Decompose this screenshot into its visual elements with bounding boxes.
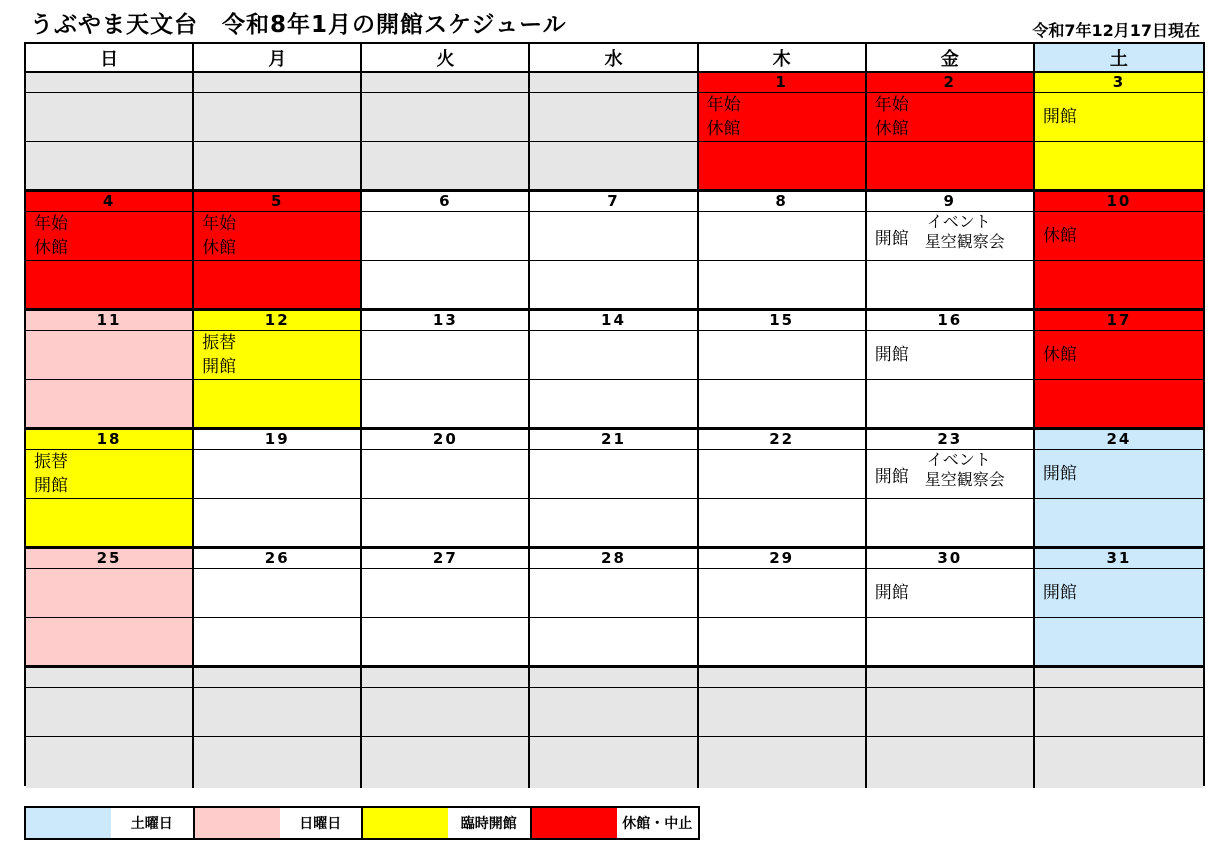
day-cell [867,549,1035,668]
day-status-label: 年始 休館 [202,214,237,258]
legend-swatch [26,808,111,838]
day-blank-area [867,380,1033,427]
day-number: 10 [1035,192,1203,212]
day-number: 3 [1035,73,1203,93]
day-blank-area [362,142,528,189]
day-blank-area [194,142,360,189]
weekday-header-sat: 土 [1035,44,1203,73]
day-status-area [530,212,696,261]
day-blank-area [362,499,528,546]
weekday-header-sun: 日 [26,44,194,73]
day-blank-area [699,261,865,308]
page-title: うぶやま天文台 令和8年1月の開館スケジュール [30,12,567,38]
day-cell [362,430,530,549]
day-number: 12 [194,311,360,331]
day-cell [26,430,194,549]
day-status-label: 開館 [874,345,909,365]
day-blank-area [699,737,865,788]
day-blank-area [530,499,696,546]
day-number [194,73,360,93]
day-status-area [1035,450,1203,499]
day-cell [867,311,1035,430]
day-cell [699,73,867,192]
legend-item [195,808,364,838]
day-cell [699,311,867,430]
day-number [530,668,696,688]
day-status-area [26,688,192,737]
day-blank-area [699,142,865,189]
day-cell [26,549,194,668]
day-status-area [867,93,1033,142]
day-status-area [194,212,360,261]
day-cell [194,311,362,430]
day-status-area [699,450,865,499]
day-status-label: 年始 休館 [874,95,909,139]
legend-item [363,808,532,838]
day-number: 19 [194,430,360,450]
day-blank-area [194,618,360,665]
day-status-area [867,569,1033,618]
day-number: 23 [867,430,1033,450]
day-number: 30 [867,549,1033,569]
day-number: 1 [699,73,865,93]
day-cell [1035,668,1203,788]
day-cell [1035,73,1203,192]
day-blank-area [867,142,1033,189]
day-cell [530,192,698,311]
day-status-area [530,93,696,142]
day-blank-area [867,737,1033,788]
day-blank-area [26,261,192,308]
day-blank-area [867,261,1033,308]
day-status-area [530,569,696,618]
day-status-area [362,93,528,142]
legend-item [532,808,699,838]
day-number: 16 [867,311,1033,331]
day-cell [362,192,530,311]
day-number: 13 [362,311,528,331]
day-number: 21 [530,430,696,450]
day-status-area [26,93,192,142]
day-blank-area [1035,499,1203,546]
day-blank-area [26,499,192,546]
day-status-area [699,688,865,737]
day-number: 17 [1035,311,1203,331]
day-status-area [26,212,192,261]
day-blank-area [530,618,696,665]
day-cell [362,549,530,668]
legend-label: 臨時開館 [460,816,517,832]
day-status-area [699,212,865,261]
day-status-label: 開館 [874,467,909,487]
day-status-area [1035,331,1203,380]
day-cell [699,668,867,788]
day-number: 20 [362,430,528,450]
day-status-area [26,569,192,618]
event-note [925,450,1005,490]
day-number [26,73,192,93]
day-cell [194,192,362,311]
day-status-area [530,450,696,499]
day-cell [867,73,1035,192]
event-heading: イベント [926,212,991,231]
day-cell [699,192,867,311]
day-cell [699,549,867,668]
event-note [925,212,1005,252]
weekday-header-tue: 火 [362,44,530,73]
day-status-area [530,331,696,380]
day-cell [867,668,1035,788]
day-blank-area [194,380,360,427]
day-number [699,668,865,688]
day-status-area [194,450,360,499]
day-status-label: 振替 開館 [34,452,68,496]
day-status-area [699,569,865,618]
day-cell [194,73,362,192]
day-number: 9 [867,192,1033,212]
day-blank-area [699,499,865,546]
day-number [530,73,696,93]
day-number: 14 [530,311,696,331]
day-blank-area [362,618,528,665]
day-number: 4 [26,192,192,212]
day-status-area [867,331,1033,380]
day-status-area [699,93,865,142]
day-status-area [1035,212,1203,261]
day-cell [26,668,194,788]
day-blank-area [1035,261,1203,308]
legend-label: 休館・中止 [622,816,693,832]
day-number [1035,668,1203,688]
day-status-area [699,331,865,380]
day-number: 8 [699,192,865,212]
day-cell [530,549,698,668]
day-number: 2 [867,73,1033,93]
legend-swatch [195,808,280,838]
day-blank-area [867,618,1033,665]
day-cell [194,549,362,668]
day-cell [194,668,362,788]
day-number: 6 [362,192,528,212]
day-status-area [867,688,1033,737]
day-blank-area [1035,618,1203,665]
day-blank-area [194,737,360,788]
day-status-area [194,331,360,380]
day-blank-area [362,737,528,788]
event-heading: イベント [926,450,991,469]
legend-swatch [532,808,617,838]
weekday-header-mon: 月 [194,44,362,73]
as-of-date: 令和7年12月17日現在 [1032,21,1200,40]
day-status-area [362,212,528,261]
day-blank-area [699,380,865,427]
day-status-label: 開館 [1042,583,1077,603]
day-blank-area [1035,737,1203,788]
day-blank-area [1035,142,1203,189]
day-cell [26,73,194,192]
day-status-area [1035,688,1203,737]
day-blank-area [867,499,1033,546]
day-status-area [362,331,528,380]
day-blank-area [26,380,192,427]
day-cell [26,192,194,311]
day-number [26,668,192,688]
day-number: 26 [194,549,360,569]
day-number: 31 [1035,549,1203,569]
day-number: 28 [530,549,696,569]
day-cell [26,311,194,430]
day-number: 7 [530,192,696,212]
day-status-area [530,688,696,737]
day-status-label: 開館 [874,229,909,249]
calendar-grid [24,42,1205,786]
day-status-area [867,450,1033,499]
day-status-area [26,450,192,499]
weekday-header-thu: 木 [699,44,867,73]
day-number: 25 [26,549,192,569]
day-number [194,668,360,688]
day-cell [530,430,698,549]
day-blank-area [530,737,696,788]
day-status-label: 年始 休館 [34,214,68,258]
day-cell [362,73,530,192]
day-status-area [362,450,528,499]
day-number: 11 [26,311,192,331]
day-cell [1035,549,1203,668]
day-cell [530,668,698,788]
day-status-label: 休館 [1042,226,1077,246]
day-blank-area [26,737,192,788]
event-title: 星空観察会 [924,470,1005,489]
day-blank-area [530,380,696,427]
day-cell [362,668,530,788]
day-number: 24 [1035,430,1203,450]
day-blank-area [194,261,360,308]
day-status-label: 振替 開館 [202,333,237,377]
legend-swatch [363,808,448,838]
day-cell [867,430,1035,549]
day-status-area [194,688,360,737]
day-cell [1035,192,1203,311]
day-number: 22 [699,430,865,450]
legend [24,806,700,840]
day-cell [530,311,698,430]
day-status-label: 休館 [1042,345,1077,365]
day-blank-area [362,380,528,427]
weekday-header-fri: 金 [867,44,1035,73]
day-number [362,73,528,93]
day-status-area [1035,569,1203,618]
day-number: 29 [699,549,865,569]
day-status-area [362,688,528,737]
event-title: 星空観察会 [924,232,1005,251]
day-blank-area [362,261,528,308]
day-cell [699,430,867,549]
day-status-area [1035,93,1203,142]
day-cell [530,73,698,192]
day-blank-area [26,618,192,665]
day-blank-area [530,142,696,189]
day-status-label: 年始 休館 [706,95,741,139]
day-status-area [362,569,528,618]
day-status-area [867,212,1033,261]
day-status-label: 開館 [1042,464,1077,484]
day-number [867,668,1033,688]
day-cell [194,430,362,549]
weekday-header-wed: 水 [530,44,698,73]
legend-label: 日曜日 [299,816,342,832]
day-status-area [194,93,360,142]
day-blank-area [699,618,865,665]
day-number: 5 [194,192,360,212]
day-cell [1035,430,1203,549]
day-blank-area [530,261,696,308]
day-number: 18 [26,430,192,450]
day-blank-area [26,142,192,189]
day-blank-area [1035,380,1203,427]
day-status-area [194,569,360,618]
legend-label: 土曜日 [130,816,173,832]
day-cell [1035,311,1203,430]
legend-item [26,808,195,838]
day-cell [867,192,1035,311]
day-status-label: 開館 [1042,107,1077,127]
day-number: 15 [699,311,865,331]
day-number: 27 [362,549,528,569]
day-blank-area [194,499,360,546]
day-number [362,668,528,688]
day-cell [362,311,530,430]
day-status-label: 開館 [874,583,909,603]
day-status-area [26,331,192,380]
